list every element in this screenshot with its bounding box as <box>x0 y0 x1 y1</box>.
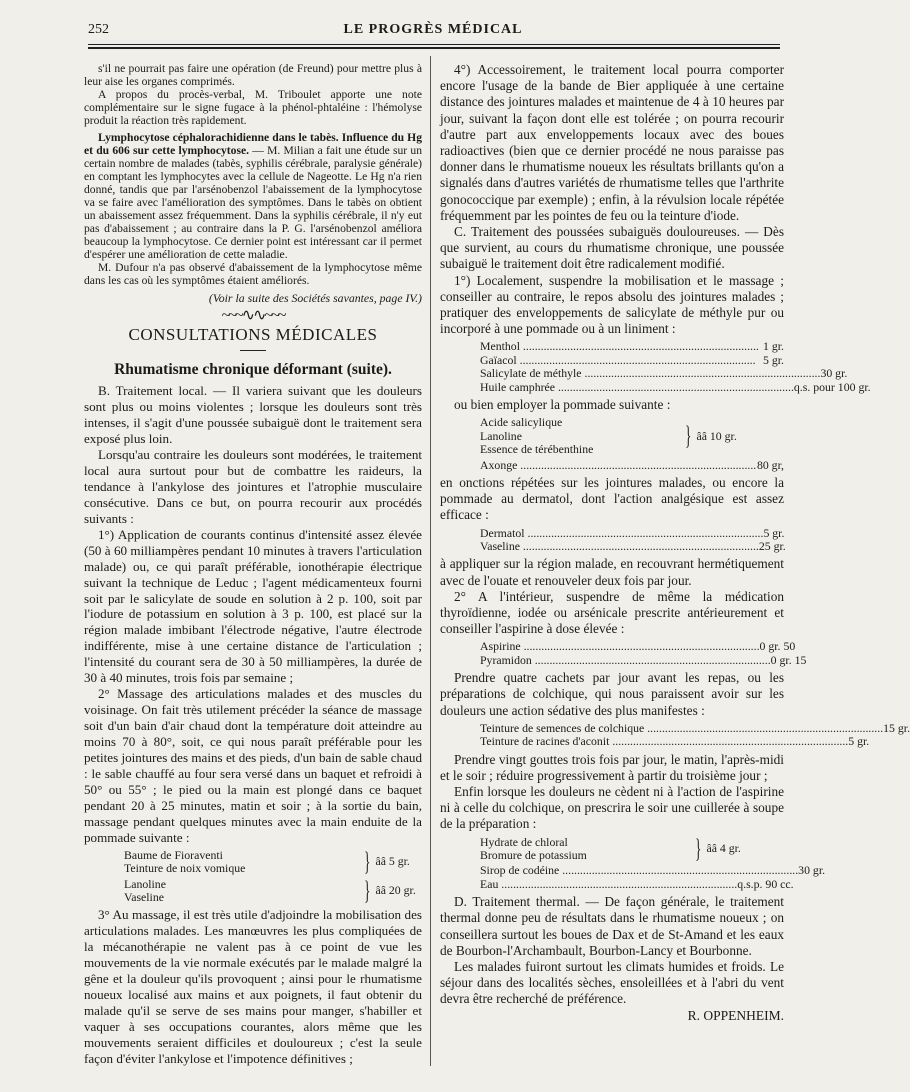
paragraph: ou bien employer la pommade suivante : <box>454 397 671 413</box>
prescription-dose: ââ 5 gr. <box>375 854 410 869</box>
prescription-group <box>480 416 784 456</box>
prescription-colchique <box>480 720 910 749</box>
prescription-item: Dermatol ................................................................................ 5 gr. <box>480 525 785 540</box>
prescription-item: Lanoline <box>480 428 522 443</box>
column-divider <box>430 56 431 1066</box>
prescription-item: Axonge ................................................................................ 80 gr, <box>480 457 784 472</box>
paragraph: 1°) Localement, suspendre la mobilisation et le massage ; conseiller au contraire, le repos absolu des jointures malades ; pratiquer des enveloppements de salicylate de méthyle pur ou incorporé à une pommade ou à un liniment : <box>440 272 784 337</box>
header-rule <box>88 44 780 45</box>
paragraph: 4°) Accessoirement, le traitement local pourra comporter encore l'usage de la bande de Bier appliquée à une certaine distance des jointures malades et maintenue de 4 à 10 heures par jour, suivant la façon dont elle est tolérée ; on pourra recourir d'autre part aux enveloppements locaux avec des boues radioactives (bien que ce dernier procédé ne nous paraisse pas donner dans le rhumatisme noueux les résultats brillants qu'on a signalés dans d'autres variétés de rhumatisme telles que l'arthrite gonococcique par exemple) ; enfin, à la révulsion locale répétée fréquemment par les pointes de feu ou la teinture d'iode. <box>440 62 784 223</box>
journal-title: LE PROGRÈS MÉDICAL <box>343 22 523 37</box>
prescription-item: Aspirine ................................................................................ 0 gr. 50 <box>480 639 796 654</box>
citation: (Voir la suite des Sociétés savantes, page IV.) <box>208 291 422 305</box>
prescription-aspirine <box>480 639 807 667</box>
paragraph: 3° Au massage, il est très utile d'adjoindre la mobilisation des articulations malades. Les manœuvres les plus compliquées de la mécanothérapie ne valent pas à ce point de vue les mouvements de la vie normale exécutés par le malade malgré la gêne et la douleur qu'ils provoquent ; ainsi pour le rhumatisme noueux localisé aux mains et aux poignets, il faut obtenir du malade qu'il se serve de ses mains pour manger, s'habiller et vaquer à ses occupations courantes, alors même que les mouvements seraient difficiles et douloureux ; c'est la seule façon d'éviter l'ankylose et l'impotence définitives ; <box>84 907 422 1066</box>
paragraph: à appliquer sur la région malade, en recouvrant hermétiquement avec de l'ouate et renouveler deux fois par jour. <box>440 556 784 588</box>
lympho-paragraph <box>84 131 422 261</box>
paragraph: 2° A l'intérieur, suspendre de même la médication thyroïdienne, iodée ou arsénicale prescrite antérieurement et conseiller l'aspirine à dose élevée : <box>440 588 784 637</box>
brace: } <box>364 876 371 905</box>
paragraph: s'il ne pourrait pas faire une opération (de Freund) pour mettre plus à leur aise les organes comprimés. <box>84 62 422 88</box>
prescription-dermatol <box>480 527 784 554</box>
brace: } <box>695 834 702 863</box>
prescription-group <box>124 878 422 905</box>
prescription-item: Teinture de noix vomique <box>124 861 246 876</box>
prescription-dose: ââ 20 gr. <box>375 883 416 898</box>
paragraph: A propos du procès-verbal, M. Triboulet apporte une note complémentaire sur le signe fugace à la phénol-phtaléine : l'hémolyse produit la réaction très rapidement. <box>84 88 422 127</box>
ornament: ~~~∿∿~~~ <box>221 307 285 325</box>
author-signature: R. OPPENHEIM. <box>687 1007 784 1023</box>
article-title: Rhumatisme chronique déformant (suite). <box>114 360 392 378</box>
prescription-item: Vaseline ................................................................................ 25 gr. <box>480 538 786 553</box>
prescription-item: Eau ................................................................................ q.s.p. 90 cc. <box>480 876 794 891</box>
prescription-item: Sirop de codéine ................................................................................ 30 gr. <box>480 863 826 878</box>
lympho-title: Lymphocytose céphalorachidienne dans le tabès. Influence du Hg et du 606 sur cette lymphocytose. <box>84 131 422 157</box>
brace: } <box>685 421 692 451</box>
prescription-item: Huile camphrée ................................................................................ q.s. pour 100 gr. <box>480 379 871 394</box>
paragraph: Prendre quatre cachets par jour avant les repas, ou les préparations de colchique, qui nous paraissent avoir sur les douleurs une action sédative des plus manifestes : <box>440 670 784 718</box>
prescription-item: Essence de térébenthine <box>480 442 594 457</box>
page-number: 252 <box>88 22 109 37</box>
prescription-item: Acide salicylique <box>480 415 563 430</box>
paragraph: en onctions répétées sur les jointures malades, ou encore la pommade au dermatol, dont l'action analgésique est assez efficace : <box>440 474 784 523</box>
prescription-liniment <box>480 339 871 394</box>
paragraph: 2° Massage des articulations malades et des muscles du voisinage. On fait très utilement précéder la séance de massage soit d'un bain d'air chaud dont la température doit atteindre au moins 70 à 80°, soit, ce qui nous paraît préférable pour les petites jointures des mains et des pieds, d'un bain de sable chaud : le sable chauffé au four sera versé dans un baquet et refroidi à 50° ou 55° ; le pied ou la main est plongé dans ce baquet pendant 20 à 25 minutes, matin et soir ; à la sortie du bain, massage pendant quelques minutes avec la main enduite de la pommade suivante : <box>84 686 422 845</box>
dufour-paragraph: M. Dufour n'a pas observé d'abaissement de la lymphocytose même dans les cas où les symptômes étaient améliorés. <box>84 261 422 287</box>
prescription-item: Lanoline <box>124 876 166 891</box>
prescription-group <box>124 849 422 876</box>
prescription-pommade-salicylique <box>480 416 784 472</box>
header-rule-thick <box>88 47 780 49</box>
section-title: CONSULTATIONS MÉDICALES <box>128 325 378 345</box>
prescription-item: Menthol ................................................................................ 1 gr. <box>480 339 784 354</box>
right-column <box>440 62 910 1024</box>
lympho-text: — M. Milian a fait une étude sur un certain nombre de malades (tabès, syphilis cérébrale, paralysie générale) en comptant les lymphocytes avec la cellule de Nageotte. Le Hg n'a rien donné, tandis que par l'arsénobenzol l'abaissement de la lymphocytose va se faire avec l'amélioration des symptômes. Dans le tabès on obtient un abaissement assez fréquemment. Dans la syphilis cérébrale, il n'y eut pas d'abaissement ; au contraire dans la P. G. l'arsénobenzol améliora beaucoup la lymphocytose. Ce dernier point est intéressant car il permet d'espérer une amélioration de cette maladie. <box>84 144 422 261</box>
prescription-item: Salicylate de méthyle ................................................................................ 30 gr. <box>480 366 848 381</box>
page-header <box>88 22 778 42</box>
prescription-item: Baume de Fioraventi <box>124 847 223 862</box>
brace: } <box>364 847 371 877</box>
prescription-dose: ââ 4 gr. <box>706 841 741 856</box>
prescription-chloral <box>480 834 826 892</box>
left-column <box>84 62 422 1067</box>
paragraph: Les malades fuiront surtout les climats humides et froids. Le séjour dans des localités sèches, ensoleillées et à l'abri du vent devra être recherché de préférence. <box>440 959 784 1007</box>
prescription-item: Vaseline <box>124 890 164 904</box>
prescription-dose: ââ 10 gr. <box>696 428 737 443</box>
prescription-item: Gaïacol ................................................................................ 5 gr. <box>480 352 784 367</box>
prescription-pommade <box>124 849 422 905</box>
section-rule <box>240 350 266 351</box>
paragraph: Enfin lorsque les douleurs ne cèdent ni à l'action de l'aspirine ni à celle du colchique, on prescrira le soir une cuillerée à soupe de la préparation : <box>440 783 784 832</box>
paragraph: C. Traitement des poussées subaiguës douloureuses. — Dès que survient, au cours du rhumatisme chronique, une poussée subaiguë le traitement doit être radicalement modifié. <box>440 224 784 272</box>
paragraph: 1°) Application de courants continus d'intensité assez élevée (50 à 60 milliampères pendant 10 minutes à travers l'articulation malade) ou, ce qui paraît préférable, ionothérapie électrique suivant la technique de Leduc ; l'agent médicamenteux fourni soit par le salicylate de soude en solution à 2 p. 100, soit par l'iodure de potassium en solution à 3 p. 100, est placé sur la région malade imbibant l'électrode négative, l'autre électrode indifférente, mise à une certaine distance de l'articulation ; l'intensité du courant sera de 30 à 50 milliampères, la durée de 30 à 40 minutes, trois fois par semaine ; <box>84 526 422 686</box>
prescription-item: Hydrate de chloral <box>480 834 568 849</box>
paragraph: Lorsqu'au contraire les douleurs sont modérées, le traitement local aura surtout pour but de combattre les raideurs, la tendance à l'ankylose des jointures et l'atrophie musculaire consécutive. Dans ce but, on pourra recourir aux procédés suivants : <box>84 446 422 526</box>
prescription-item: Teinture de semences de colchique ................................................................................ 15 gr. <box>480 720 910 735</box>
prescription-item: Bromure de potassium <box>480 848 587 862</box>
prescription-group <box>480 836 784 863</box>
paragraph: Prendre vingt gouttes trois fois par jour, le matin, l'après-midi et le soir ; réduire progressivement à partir du troisième jour ; <box>440 751 784 783</box>
prescription-item: Pyramidon ................................................................................ 0 gr. 15 <box>480 652 807 667</box>
prescription-item: Teinture de racines d'aconit ................................................................................ 5 gr. <box>480 734 870 749</box>
paragraph: D. Traitement thermal. — De façon générale, le traitement thermal donne peu de résultats dans le rhumatisme noueux ; on conseillera surtout les boues de Dax et de St-Amand et les eaux de Bourbon-l'Archambault, Bourbon-Lancy et Bourbonne. <box>440 894 784 958</box>
paragraph: B. Traitement local. — Il variera suivant que les douleurs sont plus ou moins violentes ; lorsque les douleurs sont très intenses, il s'agit d'une poussée subaiguë dont le traitement sera exposé plus loin. <box>84 383 422 446</box>
